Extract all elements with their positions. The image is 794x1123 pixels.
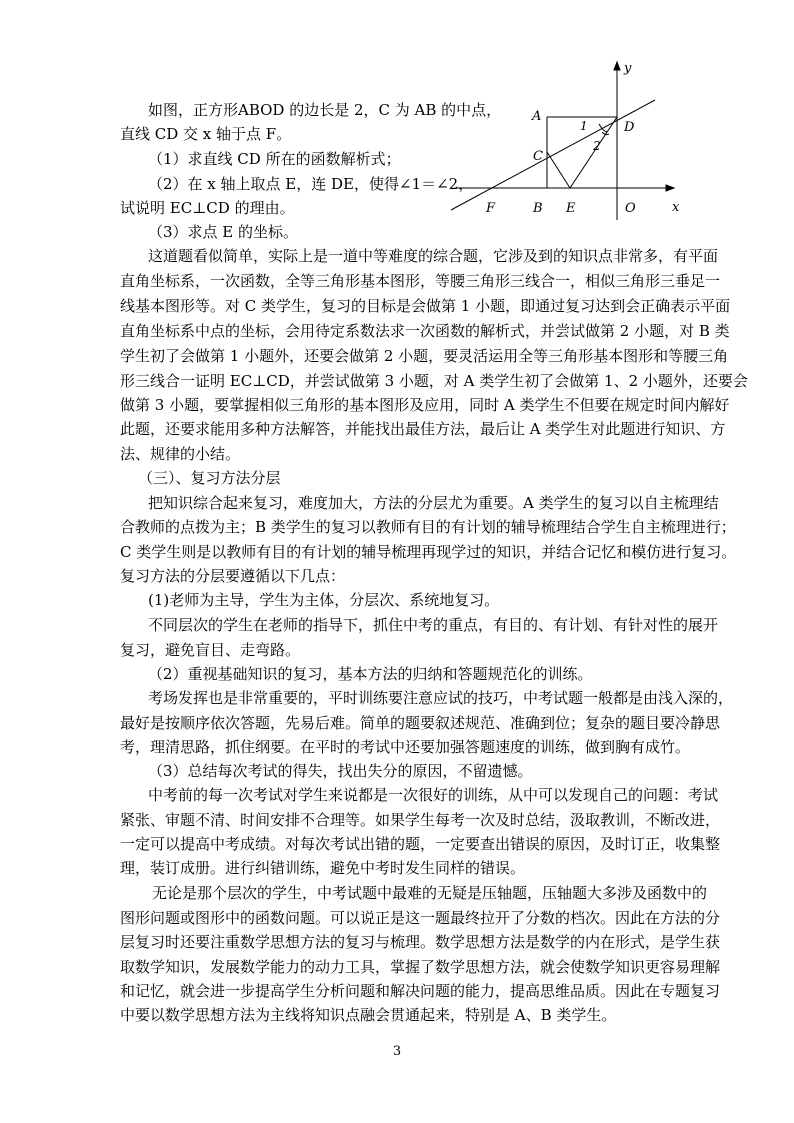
page-number: 3	[392, 1044, 402, 1059]
body-line: 和记忆，就会进一步提高学生分析问题和解决问题的能力，提高思维品质。因此在专题复习	[120, 982, 721, 1000]
body-line: 图形问题或图形中的函数问题。可以说正是这一题最终拉开了分数的档次。因此在方法的分	[120, 909, 721, 927]
body-line: 理，装订成册。进行纠错训练，避免中考时发生同样的错误。	[120, 859, 526, 877]
body-line: 层复习时还要注重数学思想方法的复习与梳理。数学思想方法是数学的内在形式，是学生获	[120, 933, 721, 951]
label-e: E	[566, 201, 576, 216]
problem-line: 试说明 EC⊥CD 的理由。	[120, 199, 295, 217]
subheading: （3）总结每次考试的得失，找出失分的原因，不留遗憾。	[148, 762, 533, 780]
label-angle-2: 2	[593, 139, 601, 153]
body-line: 不同层次的学生在老师的指导下，抓住中考的重点，有目的、有计划、有针对性的展开	[148, 616, 719, 634]
label-y: y	[624, 61, 632, 76]
body-line: 紧张、审题不清、时间安排不合理等。如果学生每考一次及时总结，汲取教训，不断改进，	[120, 811, 721, 829]
segment-ce	[547, 152, 570, 188]
body-line: 法、规律的小结。	[120, 445, 241, 463]
body-line: 形三线合一证明 EC⊥CD，并尝试做第 3 小题，对 A 类学生初了会做第 1、2 小题外，还要会	[120, 372, 748, 390]
body-line: 直角坐标系中点的坐标，会用待定系数法求一次函数的解析式，并尝试做第 2 小题，对 B 类	[120, 322, 730, 340]
body-line: 中要以数学思想方法为主线将知识点融会贯通起来，特别是 A、B 类学生。	[120, 1006, 617, 1024]
body-line: 此题，还要求能用多种方法解答，并能找出最佳方法，最后让 A 类学生对此题进行知识、方	[120, 420, 726, 438]
body-line: 中考前的每一次考试对学生来说都是一次很好的训练，从中可以发现自己的问题：考试	[148, 786, 719, 804]
problem-line: （1）求直线 CD 所在的函数解析式；	[148, 150, 401, 168]
section-heading: （三）、复习方法分层	[138, 469, 281, 487]
problem-line: （3）求点 E 的坐标。	[148, 223, 299, 241]
body-line: 这道题看似简单，实际上是一道中等难度的综合题，它涉及到的知识点非常多，有平面	[148, 247, 719, 265]
label-d: D	[624, 120, 635, 135]
subheading: （2）重视基础知识的复习，基本方法的归纳和答题规范化的训练。	[148, 665, 593, 683]
body-line: 考，理清思路，抓住纲要。在平时的考试中还要加强答题速度的训练，做到胸有成竹。	[120, 738, 691, 756]
body-line: 考场发挥也是非常重要的，平时训练要注意应试的技巧，中考试题一般都是由浅入深的，	[148, 689, 734, 707]
body-line: 最好是按顺序依次答题，先易后难。简单的题要叙述规范、准确到位；复杂的题目要冷静思	[120, 714, 721, 732]
label-a: A	[532, 109, 542, 124]
body-line: 把知识综合起来复习，难度加大，方法的分层尤为重要。A 类学生的复习以自主梳理结	[148, 494, 719, 512]
body-line: 直角坐标系，一次函数，全等三角形基本图形，等腰三角形三线合一，相似三角形三垂足一	[120, 272, 721, 290]
problem-line: （2）在 x 轴上取点 E，连 DE，使得∠1＝∠2，	[148, 175, 474, 193]
body-line: 无论是那个层次的学生，中考试题中最难的无疑是压轴题，压轴题大多涉及函数中的	[152, 884, 708, 902]
label-angle-1: 1	[580, 119, 588, 133]
label-o: O	[625, 201, 636, 216]
label-b: B	[533, 201, 543, 216]
label-x: x	[672, 200, 680, 215]
body-line: 一定可以提高中考成绩。对每次考试出错的题，一定要查出错误的原因，及时订正，收集整	[120, 835, 721, 853]
x-axis-arrow	[666, 185, 674, 191]
body-line: 复习，避免盲目、走弯路。	[120, 641, 301, 659]
body-line: 复习方法的分层要遵循以下几点：	[120, 567, 346, 585]
problem-line: 如图，正方形ABOD 的边长是 2，C 为 AB 的中点，	[148, 101, 502, 119]
body-line: C 类学生则是以教师有目的有计划的辅导梳理再现学过的知识，并结合记忆和模仿进行复习。	[120, 543, 737, 561]
subheading: (1)老师为主导，学生为主体，分层次、系统地复习。	[148, 591, 500, 609]
body-line: 合教师的点拨为主；B 类学生的复习以教师有目的有计划的辅导梳理结合学生自主梳理进行；	[120, 518, 736, 536]
body-line: 做第 3 小题，要掌握相似三角形的基本图形及应用，同时 A 类学生不但要在规定时间内解好	[120, 396, 730, 414]
label-c: C	[533, 149, 543, 164]
body-line: 取数学知识，发展数学能力的动力工具，掌握了数学思想方法，就会使数学知识更容易理解	[120, 958, 721, 976]
y-axis-arrow	[614, 62, 620, 70]
angle-2-arc	[602, 132, 609, 135]
body-line: 学生初了会做第 1 小题外，还要会做第 2 小题，要灵活运用全等三角形基本图形和等腰三角	[120, 347, 729, 365]
problem-line: 直线 CD 交 x 轴于点 F。	[120, 125, 292, 143]
body-line: 线基本图形等。对 C 类学生，复习的目标是会做第 1 小题，即通过复习达到会正确表示平面	[120, 297, 731, 315]
label-f: F	[486, 201, 496, 216]
